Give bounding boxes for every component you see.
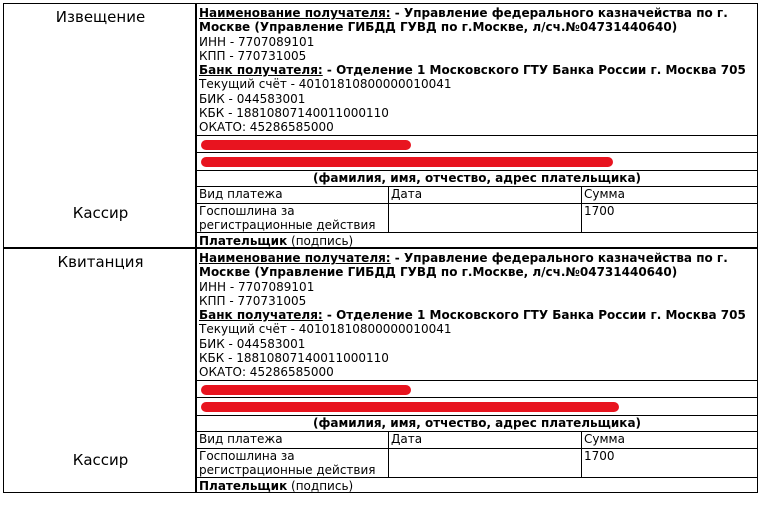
receipt-title: Квитанция: [57, 253, 144, 271]
payment-table: [197, 431, 757, 477]
payment-type-line1: Госпошлина за: [199, 204, 295, 218]
notice-details: [197, 4, 757, 247]
redaction-mark: [201, 385, 411, 395]
header-date: Дата: [391, 432, 423, 446]
recipient-name-label: Наименование получателя:: [199, 251, 391, 265]
divider: [197, 380, 757, 381]
signature-note: (подпись): [287, 234, 354, 248]
recipient-info: [199, 6, 754, 135]
redaction-mark: [201, 402, 619, 412]
kbk-text: КБК - 18810807140011000110: [199, 106, 389, 121]
notice-title: Извещение: [55, 8, 146, 26]
payment-type-cell: [197, 205, 387, 232]
payment-type-line1: Госпошлина за: [199, 449, 295, 463]
payer-signature: [199, 479, 353, 493]
receipt-section: [4, 249, 757, 492]
recipient-name-value: - Управление федерального казначейства по г.: [390, 251, 728, 265]
bik-text: БИК - 044583001: [199, 91, 306, 106]
payer-caption: (фамилия, имя, отчество, адрес плательщика): [312, 416, 642, 430]
column-divider: [581, 431, 582, 477]
payment-type-line2: регистрационные действия: [199, 462, 376, 477]
payment-type-line2: регистрационные действия: [199, 217, 376, 232]
signature-note: (подпись): [287, 479, 354, 493]
inn-text: ИНН - 7707089101: [199, 34, 315, 49]
payment-slip: [3, 3, 758, 493]
account-text: Текущий счёт - 40101810800000010041: [199, 322, 452, 337]
header-payment-type: Вид платежа: [199, 432, 283, 446]
receipt-details: [197, 249, 757, 492]
notice-section: [4, 4, 757, 249]
kpp-text: КПП - 770731005: [199, 293, 307, 308]
receipt-label-column: [4, 249, 197, 492]
bank-value: - Отделение 1 Московского ГТУ Банка России г. Москва 705: [322, 63, 746, 78]
divider: [197, 232, 757, 233]
header-date: Дата: [391, 187, 423, 201]
column-divider: [388, 186, 389, 232]
cashier-label: Кассир: [72, 204, 129, 222]
redaction-mark: [201, 140, 411, 150]
kbk-text: КБК - 18810807140011000110: [199, 351, 389, 366]
bank-value: - Отделение 1 Московского ГТУ Банка России г. Москва 705: [322, 308, 746, 323]
bik-text: БИК - 044583001: [199, 336, 306, 351]
divider: [197, 152, 757, 153]
header-amount: Сумма: [584, 432, 625, 446]
recipient-name-value: - Управление федерального казначейства по г.: [390, 6, 728, 20]
recipient-info: [199, 251, 754, 380]
divider: [197, 135, 757, 136]
recipient-name-value-cont: Москве (Управление ГИБДД ГУВД по г.Москве, л/сч.№04731440640): [199, 265, 678, 280]
notice-label-column: [4, 4, 197, 247]
payer-signature: [199, 234, 353, 248]
cashier-label: Кассир: [72, 451, 129, 469]
recipient-name-label: Наименование получателя:: [199, 6, 391, 20]
bank-label: Банк получателя:: [199, 63, 323, 78]
column-divider: [388, 431, 389, 477]
header-payment-type: Вид платежа: [199, 187, 283, 201]
column-divider: [581, 186, 582, 232]
bank-label: Банк получателя:: [199, 308, 323, 323]
divider: [197, 397, 757, 398]
okato-text: ОКАТО: 45286585000: [199, 120, 334, 135]
amount-cell: 1700: [584, 449, 615, 463]
okato-text: ОКАТО: 45286585000: [199, 365, 334, 380]
divider: [197, 477, 757, 478]
payment-table: [197, 186, 757, 232]
header-amount: Сумма: [584, 187, 625, 201]
redaction-mark: [201, 157, 613, 167]
amount-cell: 1700: [584, 204, 615, 218]
payer-caption: (фамилия, имя, отчество, адрес плательщика): [312, 171, 642, 185]
account-text: Текущий счёт - 40101810800000010041: [199, 77, 452, 92]
payer-label: Плательщик: [199, 479, 288, 493]
inn-text: ИНН - 7707089101: [199, 279, 315, 294]
kpp-text: КПП - 770731005: [199, 48, 307, 63]
recipient-name-value-cont: Москве (Управление ГИБДД ГУВД по г.Москве, л/сч.№04731440640): [199, 20, 678, 35]
payer-label: Плательщик: [199, 234, 288, 248]
payment-type-cell: [197, 450, 387, 477]
